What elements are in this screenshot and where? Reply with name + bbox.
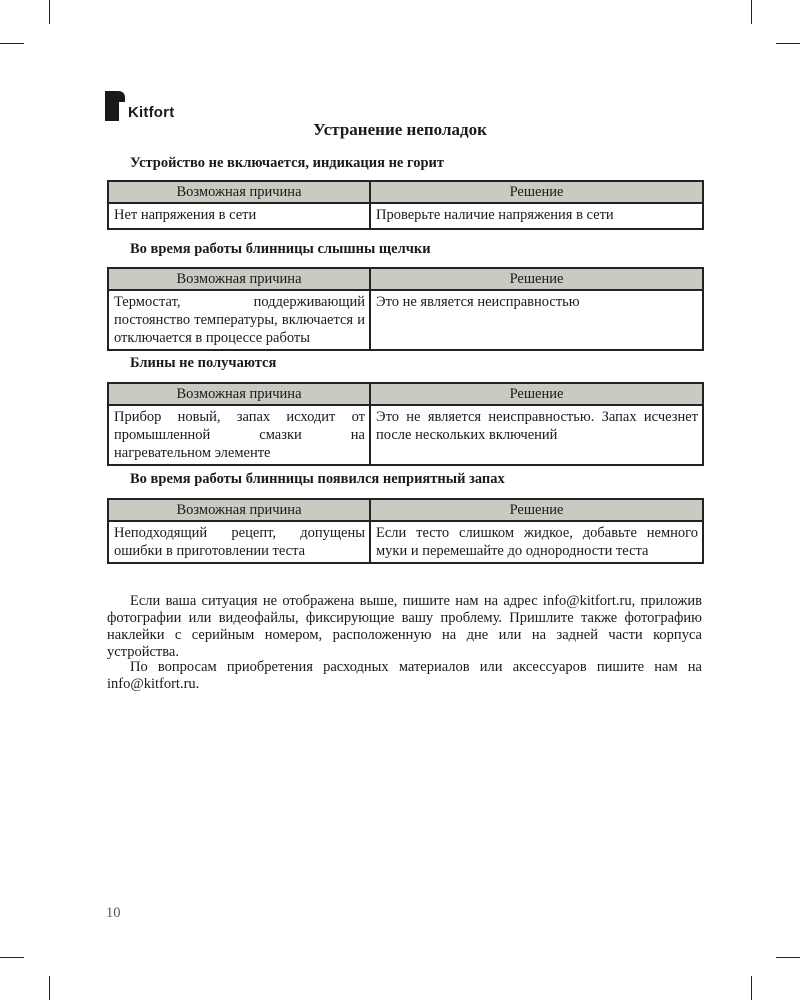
fault-table xyxy=(107,382,704,466)
crop-mark xyxy=(49,0,50,24)
crop-mark xyxy=(0,957,24,958)
accessories-paragraph: По вопросам приобретения расходных материалов или аксессуаров пишите нам на info@kitfort.ru. xyxy=(107,659,702,692)
column-header-cause: Возможная причина xyxy=(108,268,370,290)
crop-mark xyxy=(751,0,752,24)
solution-cell: Это не является неисправностью xyxy=(370,290,703,350)
table-row xyxy=(108,290,703,350)
cause-cell: Нет напряжения в сети xyxy=(108,203,370,229)
table-header-row xyxy=(108,499,703,521)
cause-cell: Прибор новый, запах исходит от промышленной смазки на нагревательном элементе xyxy=(108,405,370,465)
column-header-cause: Возможная причина xyxy=(108,499,370,521)
crop-mark xyxy=(776,43,800,44)
kitfort-logo-icon xyxy=(104,88,126,122)
cause-cell: Термостат, поддерживающий постоянство температуры, включается и отключается в процессе работы xyxy=(108,290,370,350)
table-header-row xyxy=(108,181,703,203)
crop-mark xyxy=(776,957,800,958)
crop-mark xyxy=(49,976,50,1000)
table-header-row xyxy=(108,268,703,290)
section-title: Во время работы блинницы слышны щелчки xyxy=(130,241,431,257)
page-title: Устранение неполадок xyxy=(313,120,487,139)
cause-cell: Неподходящий рецепт, допущены ошибки в приготовлении теста xyxy=(108,521,370,563)
crop-mark xyxy=(751,976,752,1000)
fault-table xyxy=(107,498,704,564)
fault-table xyxy=(107,267,704,351)
contact-paragraph: Если ваша ситуация не отображена выше, пишите нам на адрес info@kitfort.ru, приложив фотографии или видеофайлы, фиксирующие вашу проблему. Пришлите также фотографию наклейки с серийным номером, расположенную на дне или на задней части корпуса устройства. xyxy=(107,593,702,660)
brand-logo xyxy=(104,82,174,122)
column-header-solution: Решение xyxy=(370,268,703,290)
page-number: 10 xyxy=(106,905,121,921)
solution-cell: Если тесто слишком жидкое, добавьте немного муки и перемешайте до однородности теста xyxy=(370,521,703,563)
column-header-solution: Решение xyxy=(370,383,703,405)
solution-cell: Проверьте наличие напряжения в сети xyxy=(370,203,703,229)
section-title: Устройство не включается, индикация не горит xyxy=(130,155,444,171)
solution-cell: Это не является неисправностью. Запах исчезнет после нескольких включений xyxy=(370,405,703,465)
column-header-solution: Решение xyxy=(370,181,703,203)
column-header-solution: Решение xyxy=(370,499,703,521)
table-row xyxy=(108,203,703,229)
column-header-cause: Возможная причина xyxy=(108,383,370,405)
brand-name: Kitfort xyxy=(128,104,175,121)
section-title: Блины не получаются xyxy=(130,355,277,371)
table-row xyxy=(108,405,703,465)
column-header-cause: Возможная причина xyxy=(108,181,370,203)
fault-table xyxy=(107,180,704,230)
table-row xyxy=(108,521,703,563)
table-header-row xyxy=(108,383,703,405)
crop-mark xyxy=(0,43,24,44)
section-title: Во время работы блинницы появился неприятный запах xyxy=(130,471,505,487)
